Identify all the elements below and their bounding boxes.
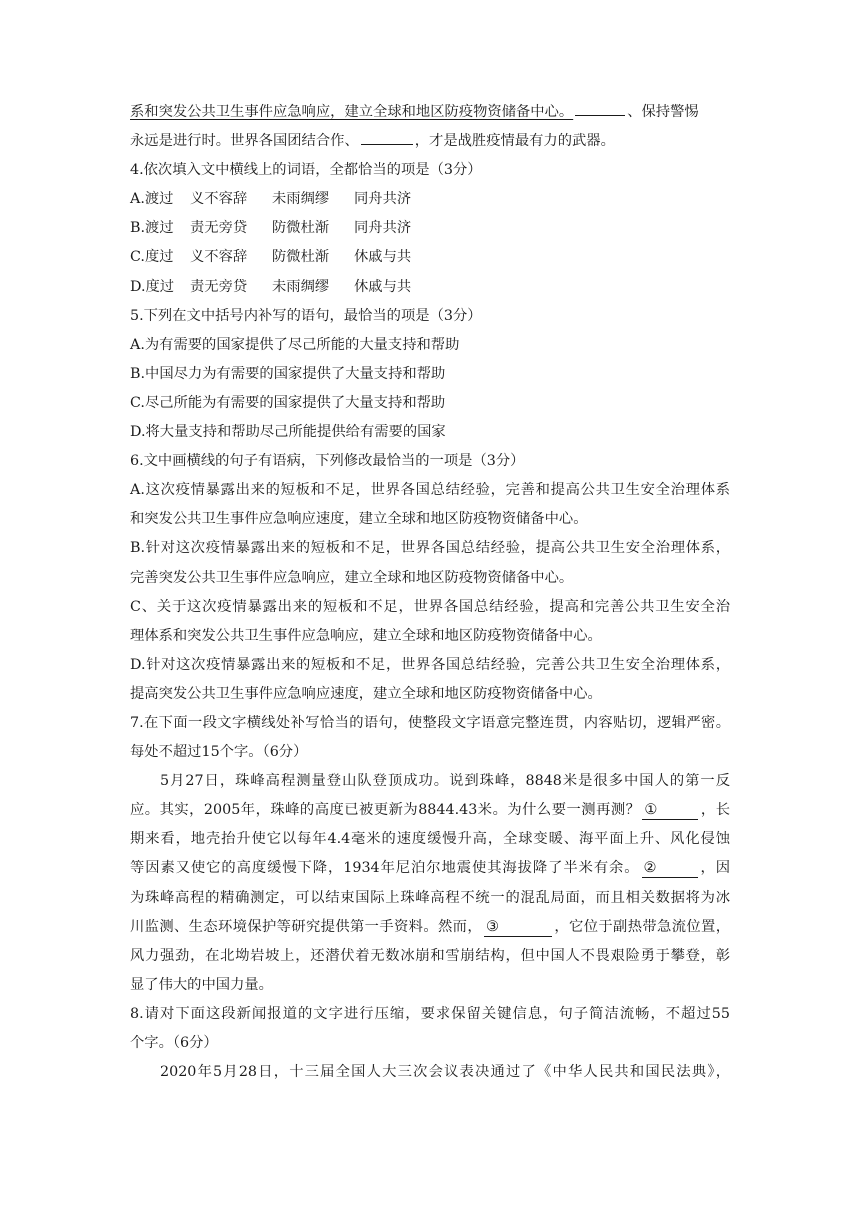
q4-option-b[interactable]: B.渡过 责无旁贷 防微杜渐 同舟共济 [130,220,412,237]
option-line: 提高突发公共卫生事件应急响应速度，建立全球和地区防疫物资储备中心。 [130,685,602,702]
option-line: C、关于这次疫情暴露出来的短板和不足，世界各国总结经验，提高和完善公共卫生安全治 [130,598,730,615]
q6-option-b[interactable] [130,534,730,592]
paragraph-line: 系和突发公共卫生事件应急响应，建立全球和地区防疫物资储备中心。 、保持警惕 [130,98,730,127]
question-8-stem-cont: 个字。（6分） [130,1035,218,1051]
passage-line: 川监测、生态环境保护等研究提供第一手资料。然而， ③ ，它位于副热带急流位置， [130,918,730,935]
passage-line: 5月27日，珠峰高程测量登山队登顶成功。说到珠峰，8848米是很多中国人的第一反 [160,773,730,790]
question-5-stem: 5.下列在文中括号内补写的语句，最恰当的项是（3分） [130,307,482,324]
answer-blank[interactable] [361,128,413,145]
answer-blank-3[interactable]: ③ [484,918,552,937]
option-line: 理体系和突发公共卫生事件应急响应，建立全球和地区防疫物资储备中心。 [130,627,602,644]
q4-option-c[interactable]: C.度过 义不容辞 防微杜渐 休戚与共 [130,249,412,266]
question-4-stem: 4.依次填入文中横线上的词语，全都恰当的项是（3分） [130,162,482,179]
passage-line: 期来看，地壳抬升使它以每年4.4毫米的速度缓慢升高，全球变暖、海平面上升、风化侵蚀 [130,831,730,848]
q5-option-c[interactable]: C.尽己所能为有需要的国家提供了大量支持和帮助 [130,394,446,411]
option-line: A.这次疫情暴露出来的短板和不足，世界各国总结经验，完善和提高公共卫生安全治理体系 [130,482,730,499]
paragraph-line: 永远是进行时。世界各国团结合作、 ，才是战胜疫情最有力的武器。 [130,127,730,156]
passage-line: 为珠峰高程的精确测定，可以结束国际上珠峰高程不统一的混乱局面，而且相关数据将为冰 [130,889,730,906]
option-line: 和突发公共卫生事件应急响应速度，建立全球和地区防疫物资储备中心。 [130,511,588,528]
underlined-sentence: 系和突发公共卫生事件应急响应，建立全球和地区防疫物资储备中心。 [130,104,574,120]
question-7-stem: 7.在下面一段文字横线处补写恰当的语句，使整段文字语意完整连贯，内容贴切，逻辑严密。 [130,714,730,731]
q6-option-c[interactable] [130,593,730,651]
option-line: 完善突发公共卫生事件应急响应，建立全球和地区防疫物资储备中心。 [130,569,574,586]
q6-option-a[interactable] [130,476,730,534]
q4-option-a[interactable]: A.渡过 义不容辞 未雨绸缪 同舟共济 [130,191,412,208]
question-8-stem: 8.请对下面这段新闻报道的文字进行压缩，要求保留关键信息，句子简洁流畅，不超过55 [130,1005,730,1022]
question-7-stem-cont: 每处不超过15个字。（6分） [130,744,308,761]
q4-option-d[interactable]: D.度过 责无旁贷 未雨绸缪 休戚与共 [130,278,412,295]
question-6-stem: 6.文中画横线的句子有语病，下列修改最恰当的一项是（3分） [130,453,525,470]
answer-blank-2[interactable]: ② [642,859,698,878]
passage-line: 风力强劲，在北坳岩坡上，还潜伏着无数冰崩和雪崩结构，但中国人不畏艰险勇于攀登，彰 [130,947,730,964]
q5-option-d[interactable]: D.将大量支持和帮助尽己所能提供给有需要的国家 [130,424,446,441]
answer-blank[interactable] [575,99,625,116]
passage-line: 显了伟大的中国力量。 [130,976,273,993]
passage-line: 应。其实，2005年，珠峰的高度已被更新为8844.43米。为什么要一测再测？ ① ，长 [130,802,730,819]
q5-option-a[interactable]: A.为有需要的国家提供了尽己所能的大量支持和帮助 [130,336,460,353]
q7-passage [130,767,730,1000]
document-page [130,98,730,1087]
answer-blank-1[interactable]: ① [642,801,698,820]
q5-option-b[interactable]: B.中国尽力为有需要的国家提供了大量支持和帮助 [130,365,446,382]
passage-line: 等因素又使它的高度缓慢下降，1934年尼泊尔地震使其海拔降了半米有余。 ② ，因 [130,860,730,877]
passage-line: 2020年5月28日，十三届全国人大三次会议表决通过了《中华人民共和国民法典》， [160,1064,730,1081]
option-line: D.针对这次疫情暴露出来的短板和不足，世界各国总结经验，完善公共卫生安全治理体系， [130,656,730,673]
option-line: B.针对这次疫情暴露出来的短板和不足，世界各国总结经验，提高公共卫生安全治理体系， [130,540,730,557]
q6-option-d[interactable] [130,651,730,709]
